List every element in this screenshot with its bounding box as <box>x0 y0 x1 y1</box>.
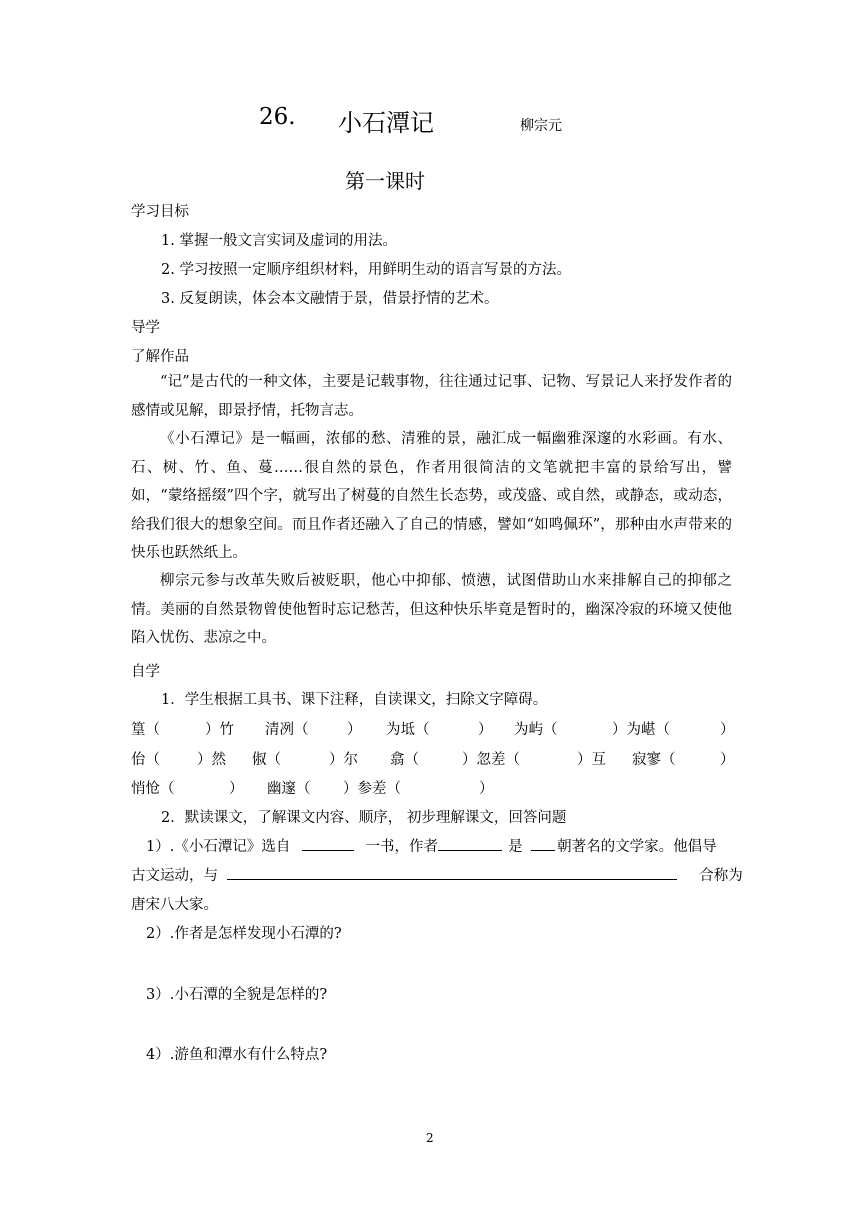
vocab-item: 为屿（ <box>514 722 558 738</box>
self-study-task1: 1．学生根据工具书、课下注释，自读课文，扫除文字障碍。 <box>161 692 548 708</box>
objective-item: 2. 学习按照一定顺序组织材料，用鲜明生动的语言写景的方法。 <box>161 262 571 278</box>
vocab-item: ） <box>720 752 735 768</box>
answer-blank[interactable] <box>531 838 555 851</box>
question-3: 3）.小石潭的全貌是怎样的? <box>146 987 328 1003</box>
vocab-item: ）忽差（ <box>462 752 520 768</box>
answer-blank[interactable] <box>227 867 677 880</box>
vocab-item: ）尔 <box>329 752 358 768</box>
lesson-number: 26. <box>259 104 296 130</box>
vocab-item: ）竹 <box>205 722 234 738</box>
paragraph-text: 《小石潭记》是一幅画，浓郁的愁、清雅的景，融汇成一幅幽雅深邃的水彩画。有水、石、树、竹、鱼、蔓……很自然的景色，作者用很简洁的文笔就把丰富的景给写出，譬如，“蒙络摇缀”四个字，就写出了树蔓的自然生长态势，或茂盛、或自然，或静态，或动态，给我们很大的想象空间。而且作者还融入了自己的情感，譬如“如鸣佩环”，那种由水声带来的快乐也跃然纸上。 <box>131 431 732 561</box>
author-name: 柳宗元 <box>520 118 562 134</box>
answer-blank[interactable] <box>438 838 502 851</box>
vocab-item: 篁（ <box>131 722 160 738</box>
vocab-item: ） <box>479 781 494 797</box>
vocab-item: ） <box>229 781 244 797</box>
lesson-period: 第一课时 <box>345 169 425 193</box>
vocab-item: 佁（ <box>131 752 160 768</box>
question-1-line2: 古文运动，与 合称为 <box>131 868 743 884</box>
vocab-item: ） <box>347 722 362 738</box>
question-1-line3: 唐宋八大家。 <box>131 897 218 913</box>
vocab-item: 寂寥（ <box>632 752 676 768</box>
objectives-heading: 学习目标 <box>131 204 189 220</box>
guide-subheading: 了解作品 <box>131 349 189 365</box>
guide-paragraph <box>131 368 732 425</box>
vocab-item: ）参差（ <box>343 781 401 797</box>
vocab-item: ）然 <box>197 752 226 768</box>
question-2: 2）.作者是怎样发现小石潭的? <box>146 926 342 942</box>
vocab-item: ） <box>478 722 493 738</box>
guide-paragraph <box>131 425 732 568</box>
self-study-heading: 自学 <box>131 664 160 680</box>
lesson-title: 小石潭记 <box>338 109 434 137</box>
vocab-item: ） <box>720 722 735 738</box>
question-1-line1: 1）.《小石潭记》选自 一书，作者 是 朝著名的文学家。他倡导 <box>146 839 717 855</box>
vocab-item: 幽邃（ <box>267 781 311 797</box>
guide-paragraph <box>131 567 732 653</box>
objective-item: 3. 反复朗读，体会本文融情于景，借景抒情的艺术。 <box>161 291 499 307</box>
vocab-item: ）互 <box>577 752 606 768</box>
objective-item: 1. 掌握一般文言实词及虚词的用法。 <box>161 233 397 249</box>
answer-blank[interactable] <box>302 838 354 851</box>
self-study-task2: 2．默读课文，了解课文内容、顺序， 初步理解课文，回答问题 <box>161 810 567 826</box>
guide-heading: 导学 <box>131 320 160 336</box>
vocab-item: 翕（ <box>390 752 419 768</box>
vocab-item: 俶（ <box>252 752 281 768</box>
vocab-item: 清冽（ <box>265 722 309 738</box>
paragraph-text: “记”是古代的一种文体，主要是记载事物，往往通过记事、记物、写景记人来抒发作者的感情或见解，即景抒情，托物言志。 <box>131 374 732 419</box>
vocab-item: 悄怆（ <box>131 781 175 797</box>
page-number: 2 <box>426 1131 434 1145</box>
vocab-item: 为坻（ <box>386 722 430 738</box>
paragraph-text: 柳宗元参与改革失败后被贬职，他心中抑郁、愤懑，试图借助山水来排解自己的抑郁之情。美丽的自然景物曾使他暂时忘记愁苦，但这种快乐毕竟是暂时的，幽深冷寂的环境又使他陷入忧伤、悲凉之中。 <box>131 573 732 646</box>
question-4: 4）.游鱼和潭水有什么特点? <box>146 1047 328 1063</box>
vocab-item: ）为嵁（ <box>612 722 670 738</box>
